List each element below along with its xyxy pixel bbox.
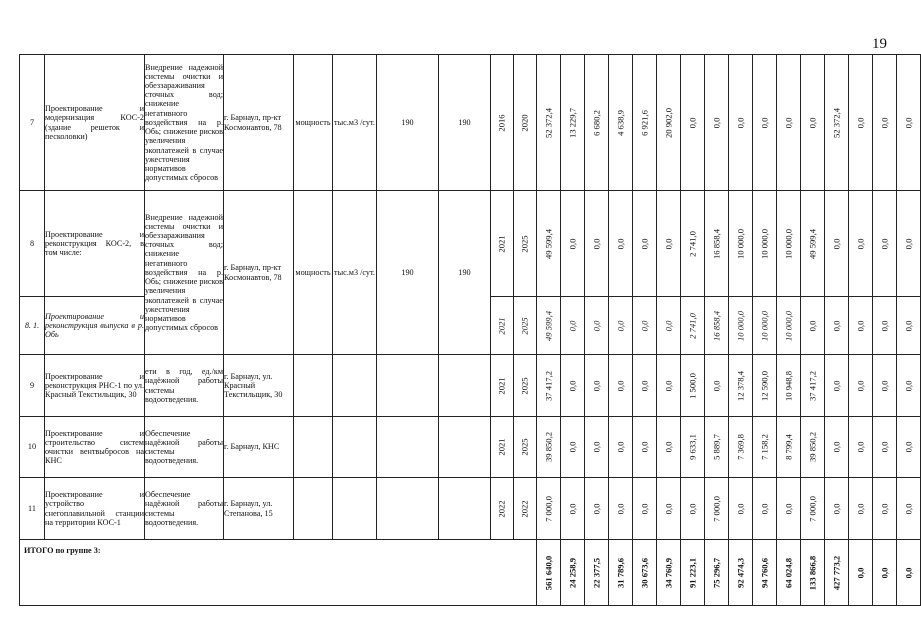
value: 0,0	[567, 380, 577, 391]
value-cell	[849, 478, 873, 540]
value: 0,0	[855, 238, 865, 249]
row-number: 10	[20, 417, 45, 478]
value-cell	[777, 297, 801, 355]
total-value: 0,0	[879, 567, 889, 578]
value: 0,0	[831, 441, 841, 453]
value: 0,0	[615, 503, 625, 514]
value-cell	[633, 417, 657, 478]
value: 0,0	[855, 441, 865, 453]
value: 10 000,0	[735, 310, 745, 341]
project-name: Проектирование и строительство систем очистки вентвыбросов на КНС	[45, 417, 145, 478]
value: 0,0	[831, 238, 841, 249]
value: 9 633,1	[687, 434, 697, 460]
value: 49 599,4	[807, 228, 817, 259]
value: 10 948,8	[783, 370, 793, 401]
total-value-cell	[849, 540, 873, 606]
value-cell	[681, 191, 705, 297]
value-cell	[777, 417, 801, 478]
value-cell	[705, 355, 729, 417]
value-cell	[897, 297, 921, 355]
value-cell	[777, 55, 801, 191]
total-value-cell	[537, 540, 561, 606]
value: 0,0	[855, 320, 865, 331]
value-cell	[753, 355, 777, 417]
value-cell	[897, 191, 921, 297]
value-cell	[633, 355, 657, 417]
total-value: 31 789,6	[615, 557, 625, 588]
value: 16 858,4	[711, 310, 721, 341]
value-cell	[657, 417, 681, 478]
end-year-cell	[514, 355, 537, 417]
total-value: 64 024,8	[783, 557, 793, 588]
value-cell	[753, 417, 777, 478]
total-value: 94 760,6	[759, 557, 769, 588]
value: 6 921,6	[639, 109, 649, 136]
value: 0,0	[855, 380, 865, 391]
value-cell	[849, 191, 873, 297]
total-value: 30 673,6	[639, 557, 649, 588]
value: 0,0	[879, 503, 889, 514]
value-cell	[537, 55, 561, 191]
end-year: 2025	[519, 376, 530, 395]
value-cell	[825, 417, 849, 478]
end-year: 2022	[519, 499, 530, 518]
value: 0,0	[879, 380, 889, 391]
project-name: Проектирование и реконструкция КОС-2, в том числе:	[45, 191, 145, 297]
value: 0,0	[759, 503, 769, 514]
value-cell	[873, 55, 897, 191]
value: 0,0	[903, 380, 913, 391]
value: 0,0	[879, 238, 889, 249]
value-cell	[705, 297, 729, 355]
total-value-cell	[657, 540, 681, 606]
empty-cell	[294, 355, 333, 417]
value-cell	[585, 355, 609, 417]
row-number: 11	[20, 478, 45, 540]
value-cell	[729, 55, 753, 191]
value-cell	[729, 478, 753, 540]
start-year-cell	[491, 55, 514, 191]
value-cell	[729, 355, 753, 417]
value-cell	[729, 191, 753, 297]
start-year-cell	[491, 478, 514, 540]
value-cell	[633, 297, 657, 355]
value: 0,0	[591, 380, 601, 391]
project-purpose: Внедрение надежной системы очистки и обеззараживания сточных вод; снижение негативного воздействия на р. Обь; снижение рисков увеличения экоплатежей в случае ужесточения нормативов допустимых сбросов	[145, 55, 224, 191]
value: 0,0	[567, 441, 577, 453]
value: 0,0	[615, 380, 625, 391]
value: 0,0	[903, 503, 913, 514]
value: 12 590,0	[759, 370, 769, 401]
end-year: 2025	[519, 438, 530, 456]
value: 13 229,7	[567, 107, 577, 138]
project-purpose: Обеспечение надёжной работы системы водоотведения.	[145, 417, 224, 478]
total-label: ИТОГО по группе 3:	[20, 540, 537, 606]
value: 8 799,4	[783, 434, 793, 460]
value-cell	[561, 55, 585, 191]
value: 0,0	[903, 441, 913, 453]
value: 0,0	[663, 320, 673, 331]
value-cell	[777, 191, 801, 297]
value: 1 500,0	[687, 372, 697, 399]
value-cell	[705, 417, 729, 478]
value: 2 741,0	[687, 230, 697, 257]
value-cell	[729, 417, 753, 478]
value: 0,0	[615, 441, 625, 453]
value-cell	[849, 55, 873, 191]
value-cell	[801, 355, 825, 417]
total-value: 24 258,9	[567, 557, 577, 588]
empty-cell	[333, 417, 377, 478]
value: 10 000,0	[759, 228, 769, 259]
value: 37 417,2	[543, 370, 553, 401]
table-row	[20, 417, 921, 478]
value-cell	[537, 355, 561, 417]
value-cell	[609, 191, 633, 297]
project-address: г. Барнаул, пр-кт Космонавтов, 78	[224, 55, 294, 191]
value-cell	[681, 297, 705, 355]
value: 0,0	[663, 238, 673, 249]
value: 7 000,0	[543, 495, 553, 522]
value: 49 599,4	[543, 310, 553, 341]
value-cell	[849, 417, 873, 478]
value-cell	[777, 478, 801, 540]
unit: тыс.м3 /сут.	[333, 55, 377, 191]
table-row	[20, 478, 921, 540]
value: 0,0	[879, 441, 889, 453]
value: 37 417,2	[807, 370, 817, 401]
value-cell	[873, 417, 897, 478]
total-value: 0,0	[903, 567, 913, 578]
empty-cell	[439, 417, 491, 478]
value-cell	[825, 478, 849, 540]
value: 0,0	[663, 503, 673, 514]
start-year-cell	[491, 297, 514, 355]
value-cell	[681, 417, 705, 478]
start-year: 2021	[496, 376, 507, 395]
value-cell	[537, 417, 561, 478]
value: 0,0	[735, 503, 745, 514]
value-cell	[801, 55, 825, 191]
empty-cell	[377, 417, 439, 478]
total-value-cell	[633, 540, 657, 606]
value: 0,0	[615, 320, 625, 331]
value: 0,0	[591, 238, 601, 249]
value-cell	[633, 191, 657, 297]
table-row	[20, 191, 921, 297]
value-cell	[825, 355, 849, 417]
total-value-cell	[585, 540, 609, 606]
start-year-cell	[491, 417, 514, 478]
value: 0,0	[711, 117, 721, 128]
total-row	[20, 540, 921, 606]
unit: тыс.м3 /сут.	[333, 191, 377, 355]
total-value: 561 640,0	[543, 555, 553, 590]
value: 0,0	[639, 503, 649, 514]
value: 39 850,2	[543, 431, 553, 463]
capacity-after: 190	[439, 191, 491, 355]
value: 49 599,4	[543, 228, 553, 259]
total-value-cell	[681, 540, 705, 606]
value: 10 000,0	[783, 310, 793, 341]
value-cell	[609, 355, 633, 417]
value-cell	[633, 478, 657, 540]
project-purpose: ети в год, ед./км надёжной работы системы водоотведения.	[145, 355, 224, 417]
value-cell	[705, 191, 729, 297]
value-cell	[705, 478, 729, 540]
value: 10 000,0	[759, 310, 769, 341]
value: 0,0	[639, 320, 649, 331]
total-value: 91 223,1	[687, 557, 697, 588]
total-value: 92 474,3	[735, 557, 745, 588]
total-value: 22 377,5	[591, 557, 601, 588]
value-cell	[609, 417, 633, 478]
value: 20 902,0	[663, 107, 673, 138]
project-address: г. Барнаул, КНС	[224, 417, 294, 478]
empty-cell	[439, 355, 491, 417]
project-name: Проектирование и модернизация КОС-2 (здание решеток и песколовки)	[45, 55, 145, 191]
row-number: 8. 1.	[20, 297, 45, 355]
value: 0,0	[855, 117, 865, 128]
total-value-cell	[561, 540, 585, 606]
value-cell	[561, 297, 585, 355]
value-cell	[873, 297, 897, 355]
empty-cell	[333, 478, 377, 540]
value-cell	[897, 478, 921, 540]
value-cell	[849, 297, 873, 355]
value: 7 000,0	[807, 495, 817, 522]
end-year-cell	[514, 55, 537, 191]
value: 0,0	[903, 117, 913, 128]
value: 0,0	[903, 238, 913, 249]
capacity-before: 190	[377, 55, 439, 191]
value-cell	[609, 297, 633, 355]
capacity-before: 190	[377, 191, 439, 355]
project-purpose: Обеспечение надёжной работы системы водоотведения.	[145, 478, 224, 540]
value-cell	[801, 417, 825, 478]
total-value: 427 773,2	[831, 555, 841, 590]
total-value-cell	[705, 540, 729, 606]
value: 7 000,0	[711, 495, 721, 522]
table-row	[20, 55, 921, 191]
value: 0,0	[831, 380, 841, 391]
value-cell	[777, 355, 801, 417]
value: 0,0	[735, 117, 745, 128]
project-address: г. Барнаул, пр-кт Космонавтов, 78	[224, 191, 294, 355]
value-cell	[681, 478, 705, 540]
value: 6 680,2	[591, 109, 601, 136]
value-cell	[897, 55, 921, 191]
row-number: 7	[20, 55, 45, 191]
value-cell	[657, 478, 681, 540]
value: 0,0	[591, 503, 601, 514]
start-year: 2021	[496, 234, 507, 253]
value: 0,0	[783, 117, 793, 128]
total-value: 0,0	[855, 567, 865, 578]
empty-cell	[377, 355, 439, 417]
value-cell	[585, 55, 609, 191]
value-cell	[681, 55, 705, 191]
empty-cell	[377, 478, 439, 540]
value-cell	[561, 355, 585, 417]
value-cell	[753, 297, 777, 355]
value-cell	[561, 478, 585, 540]
project-name: Проектирование и реконструкция РНС-1 по ул. Красный Текстильщик, 30	[45, 355, 145, 417]
page-number: 19	[872, 36, 887, 52]
value: 2 741,0	[687, 312, 697, 339]
total-value-cell	[825, 540, 849, 606]
total-value-cell	[609, 540, 633, 606]
value: 7 158,2	[759, 434, 769, 460]
value-cell	[657, 355, 681, 417]
total-value: 133 866,8	[807, 555, 817, 590]
end-year-cell	[514, 297, 537, 355]
value: 4 638,9	[615, 109, 625, 136]
value-cell	[657, 55, 681, 191]
value: 0,0	[591, 441, 601, 453]
value-cell	[801, 478, 825, 540]
start-year: 2021	[496, 438, 507, 456]
value-cell	[681, 355, 705, 417]
value-cell	[825, 55, 849, 191]
value: 0,0	[711, 380, 721, 391]
start-year: 2016	[496, 113, 507, 132]
value-cell	[873, 355, 897, 417]
value: 52 372,4	[831, 107, 841, 138]
total-value-cell	[873, 540, 897, 606]
value: 12 378,4	[735, 370, 745, 401]
capacity-after: 190	[439, 55, 491, 191]
total-value: 75 296,7	[711, 557, 721, 588]
value: 52 372,4	[543, 107, 553, 138]
value: 0,0	[687, 117, 697, 128]
value: 0,0	[783, 503, 793, 514]
value-cell	[561, 417, 585, 478]
value-cell	[537, 478, 561, 540]
value-cell	[633, 55, 657, 191]
value-cell	[873, 191, 897, 297]
start-year: 2022	[496, 499, 507, 518]
total-value-cell	[897, 540, 921, 606]
end-year: 2025	[519, 316, 530, 335]
value-cell	[873, 478, 897, 540]
value-cell	[537, 297, 561, 355]
value: 0,0	[663, 441, 673, 453]
value: 0,0	[639, 238, 649, 249]
value-cell	[585, 191, 609, 297]
row-number: 9	[20, 355, 45, 417]
value-cell	[657, 297, 681, 355]
value: 0,0	[807, 117, 817, 128]
end-year: 2025	[519, 234, 530, 253]
value-cell	[585, 417, 609, 478]
value: 0,0	[591, 320, 601, 331]
end-year-cell	[514, 191, 537, 297]
value: 5 889,7	[711, 434, 721, 460]
value: 0,0	[687, 503, 697, 514]
end-year-cell	[514, 417, 537, 478]
value-cell	[897, 355, 921, 417]
end-year-cell	[514, 478, 537, 540]
project-name: Проектирование и устройство снегоплавильной станции на территории КОС-1	[45, 478, 145, 540]
value: 10 000,0	[783, 228, 793, 259]
total-value-cell	[801, 540, 825, 606]
value-cell	[801, 191, 825, 297]
value: 0,0	[639, 441, 649, 453]
value-cell	[585, 297, 609, 355]
empty-cell	[333, 355, 377, 417]
value-cell	[585, 478, 609, 540]
value: 0,0	[567, 238, 577, 249]
empty-cell	[439, 478, 491, 540]
value-cell	[609, 55, 633, 191]
project-address: г. Барнаул, ул. Степанова, 15	[224, 478, 294, 540]
empty-cell	[294, 417, 333, 478]
total-value: 34 760,9	[663, 557, 673, 588]
start-year-cell	[491, 191, 514, 297]
project-name: Проектирование и реконструкция выпуска в р. Обь	[45, 297, 145, 355]
value-cell	[729, 297, 753, 355]
value-cell	[849, 355, 873, 417]
value: 0,0	[759, 117, 769, 128]
value: 0,0	[903, 320, 913, 331]
value-cell	[657, 191, 681, 297]
project-address: г. Барнаул, ул. Красный Текстильщик, 30	[224, 355, 294, 417]
value-cell	[753, 478, 777, 540]
value: 0,0	[807, 320, 817, 331]
value: 0,0	[567, 503, 577, 514]
start-year-cell	[491, 355, 514, 417]
value: 0,0	[615, 238, 625, 249]
start-year: 2021	[496, 316, 507, 335]
value: 0,0	[831, 320, 841, 331]
value-cell	[561, 191, 585, 297]
value: 0,0	[567, 320, 577, 331]
value: 7 369,8	[735, 434, 745, 460]
value-cell	[825, 297, 849, 355]
total-value-cell	[777, 540, 801, 606]
value: 16 858,4	[711, 228, 721, 259]
parameter-name: мощность	[294, 191, 333, 355]
total-value-cell	[729, 540, 753, 606]
project-purpose: Внедрение надежной системы очистки и обеззараживания сточных вод; снижение негативного воздействия на р. Обь; снижение рисков увеличения экоплатежей в случае ужесточения нормативов допустимых сбросов	[145, 191, 224, 355]
value: 0,0	[663, 380, 673, 391]
value: 39 850,2	[807, 431, 817, 463]
value: 0,0	[639, 380, 649, 391]
value: 0,0	[855, 503, 865, 514]
value-cell	[609, 478, 633, 540]
value-cell	[705, 55, 729, 191]
total-value-cell	[753, 540, 777, 606]
empty-cell	[294, 478, 333, 540]
row-number: 8	[20, 191, 45, 297]
value-cell	[753, 55, 777, 191]
value-cell	[801, 297, 825, 355]
value-cell	[753, 191, 777, 297]
value: 10 000,0	[735, 228, 745, 259]
value: 0,0	[879, 117, 889, 128]
value-cell	[825, 191, 849, 297]
parameter-name: мощность	[294, 55, 333, 191]
investment-program-table	[19, 54, 921, 606]
value: 0,0	[831, 503, 841, 514]
table-row	[20, 355, 921, 417]
value-cell	[537, 191, 561, 297]
value: 0,0	[879, 320, 889, 331]
value-cell	[897, 417, 921, 478]
end-year: 2020	[519, 113, 530, 132]
